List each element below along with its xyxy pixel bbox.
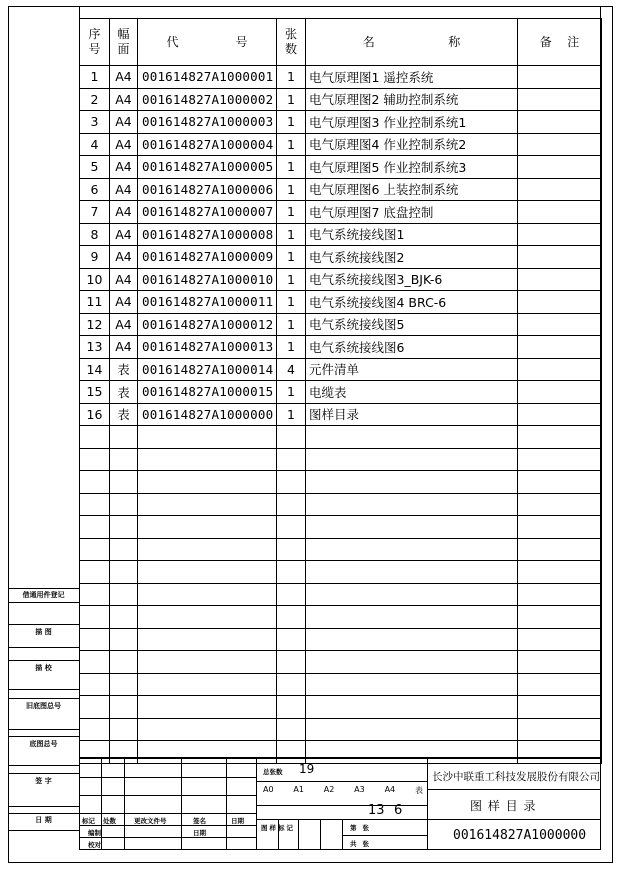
size-cell: A4 xyxy=(110,223,138,246)
remark-cell xyxy=(518,538,602,561)
count-cell: 1 xyxy=(277,246,306,269)
count-cell xyxy=(277,448,306,471)
name-cell xyxy=(306,426,518,449)
col-sign: 签名 xyxy=(193,817,206,825)
seq-cell: 12 xyxy=(80,313,110,336)
remark-cell xyxy=(518,381,602,404)
seq-cell xyxy=(80,583,110,606)
size-label: A4 xyxy=(384,785,396,794)
size-cell xyxy=(110,448,138,471)
checked-by-label: 校对 xyxy=(88,841,101,849)
count-cell xyxy=(277,583,306,606)
count-cell xyxy=(277,538,306,561)
remark-cell xyxy=(518,606,602,629)
table-body xyxy=(80,66,602,764)
code-cell xyxy=(138,493,277,516)
count-cell xyxy=(277,718,306,741)
header-count: 张数 xyxy=(277,19,306,66)
remark-cell xyxy=(518,246,602,269)
remark-cell xyxy=(518,156,602,179)
table-row xyxy=(80,696,602,719)
count-cell xyxy=(277,651,306,674)
stamp-trace: 描 图 xyxy=(8,624,79,639)
code-cell xyxy=(138,538,277,561)
seq-cell: 16 xyxy=(80,403,110,426)
name-cell xyxy=(306,493,518,516)
remark-cell xyxy=(518,403,602,426)
name-cell xyxy=(306,696,518,719)
name-cell: 电气原理图7 底盘控制 xyxy=(306,201,518,224)
total-label: 共张 xyxy=(350,840,375,848)
count-cell xyxy=(277,628,306,651)
size-cell: A4 xyxy=(110,66,138,89)
table-row xyxy=(80,403,602,426)
code-cell: 001614827A1000012 xyxy=(138,313,277,336)
name-cell: 元件清单 xyxy=(306,358,518,381)
table-row xyxy=(80,358,602,381)
remark-cell xyxy=(518,268,602,291)
name-cell: 电气系统接线图5 xyxy=(306,313,518,336)
code-cell xyxy=(138,696,277,719)
size-label: A1 xyxy=(293,785,304,794)
seq-cell: 9 xyxy=(80,246,110,269)
code-cell xyxy=(138,561,277,584)
table-count: 6 xyxy=(394,803,403,818)
size-cell xyxy=(110,651,138,674)
size-label: A3 xyxy=(354,785,365,794)
table-row xyxy=(80,223,602,246)
name-cell xyxy=(306,471,518,494)
code-cell: 001614827A1000005 xyxy=(138,156,277,179)
name-cell: 电气原理图3 作业控制系统1 xyxy=(306,111,518,134)
drawn-by-label: 编制 xyxy=(88,829,101,837)
table-row xyxy=(80,156,602,179)
seq-cell xyxy=(80,471,110,494)
table-row xyxy=(80,606,602,629)
total-sheets-label: 总张数 xyxy=(263,768,283,776)
name-cell xyxy=(306,606,518,629)
size-cell xyxy=(110,606,138,629)
stamp-divider xyxy=(8,729,79,730)
stamp-trace-check: 描 校 xyxy=(8,660,79,675)
name-cell: 电气系统接线图1 xyxy=(306,223,518,246)
seq-cell xyxy=(80,448,110,471)
count-cell xyxy=(277,696,306,719)
remark-cell xyxy=(518,313,602,336)
count-cell: 4 xyxy=(277,358,306,381)
count-cell xyxy=(277,493,306,516)
code-cell: 001614827A1000006 xyxy=(138,178,277,201)
col-change-doc: 更改文件号 xyxy=(134,817,167,825)
size-cell xyxy=(110,493,138,516)
code-cell: 001614827A1000009 xyxy=(138,246,277,269)
size-labels xyxy=(263,785,423,796)
count-cell xyxy=(277,606,306,629)
size-cell: 表 xyxy=(110,358,138,381)
seq-cell xyxy=(80,718,110,741)
count-cell: 1 xyxy=(277,66,306,89)
drawing-mark-label: 图样标记 xyxy=(261,824,295,832)
count-cell: 1 xyxy=(277,268,306,291)
name-cell: 电缆表 xyxy=(306,381,518,404)
stamp-signature: 签 字 xyxy=(8,773,79,788)
size-cell: A4 xyxy=(110,291,138,314)
seq-cell: 1 xyxy=(80,66,110,89)
table-row xyxy=(80,583,602,606)
name-cell: 电气原理图4 作业控制系统2 xyxy=(306,133,518,156)
seq-cell: 5 xyxy=(80,156,110,179)
table-row xyxy=(80,673,602,696)
name-cell: 电气系统接线图3_BJK-6 xyxy=(306,268,518,291)
count-cell: 1 xyxy=(277,403,306,426)
table-row xyxy=(80,246,602,269)
name-cell xyxy=(306,673,518,696)
name-cell xyxy=(306,718,518,741)
seq-cell: 6 xyxy=(80,178,110,201)
table-row xyxy=(80,493,602,516)
code-cell xyxy=(138,516,277,539)
remark-cell xyxy=(518,336,602,359)
col-mark: 标记 xyxy=(82,817,95,825)
count-cell: 1 xyxy=(277,201,306,224)
code-cell xyxy=(138,448,277,471)
remark-cell xyxy=(518,426,602,449)
name-cell: 电气原理图5 作业控制系统3 xyxy=(306,156,518,179)
header-seq: 序号 xyxy=(80,19,110,66)
sheet-label: 第张 xyxy=(350,824,375,832)
stamp-old-base-number: 旧底图总号 xyxy=(8,698,79,713)
size-cell xyxy=(110,718,138,741)
name-cell: 电气原理图2 辅助控制系统 xyxy=(306,88,518,111)
count-cell xyxy=(277,561,306,584)
size-cell: A4 xyxy=(110,111,138,134)
drawing-title: 图 样 目 录 xyxy=(470,799,537,813)
size-cell: A4 xyxy=(110,246,138,269)
title-block xyxy=(79,758,601,850)
remark-cell xyxy=(518,88,602,111)
name-cell: 电气系统接线图6 xyxy=(306,336,518,359)
seq-cell xyxy=(80,493,110,516)
remark-cell xyxy=(518,201,602,224)
name-cell xyxy=(306,516,518,539)
size-cell xyxy=(110,673,138,696)
table-row xyxy=(80,133,602,156)
count-cell: 1 xyxy=(277,133,306,156)
code-cell: 001614827A1000002 xyxy=(138,88,277,111)
count-cell xyxy=(277,471,306,494)
name-cell xyxy=(306,448,518,471)
size-cell: A4 xyxy=(110,88,138,111)
size-cell xyxy=(110,696,138,719)
size-label: A0 xyxy=(263,785,274,794)
size-cell: A4 xyxy=(110,133,138,156)
stamp-divider xyxy=(8,602,79,603)
seq-cell xyxy=(80,651,110,674)
name-cell: 图样目录 xyxy=(306,403,518,426)
header-name: 名 称 xyxy=(306,19,518,66)
seq-cell: 7 xyxy=(80,201,110,224)
remark-cell xyxy=(518,583,602,606)
table-row xyxy=(80,718,602,741)
seq-cell: 3 xyxy=(80,111,110,134)
name-cell xyxy=(306,628,518,651)
count-cell: 1 xyxy=(277,178,306,201)
remark-cell xyxy=(518,628,602,651)
col-date: 日期 xyxy=(231,817,244,825)
stamp-divider xyxy=(8,806,79,807)
name-cell xyxy=(306,583,518,606)
size-cell xyxy=(110,628,138,651)
name-cell: 电气系统接线图4 BRC-6 xyxy=(306,291,518,314)
code-cell: 001614827A1000000 xyxy=(138,403,277,426)
table-row xyxy=(80,471,602,494)
table-row xyxy=(80,561,602,584)
seq-cell: 11 xyxy=(80,291,110,314)
company-name: 长沙中联重工科技发展股份有限公司 xyxy=(432,771,600,783)
size-cell: 表 xyxy=(110,403,138,426)
code-cell: 001614827A1000014 xyxy=(138,358,277,381)
size-cell xyxy=(110,583,138,606)
table-row xyxy=(80,178,602,201)
code-cell: 001614827A1000001 xyxy=(138,66,277,89)
table-row xyxy=(80,111,602,134)
seq-cell: 10 xyxy=(80,268,110,291)
name-cell xyxy=(306,561,518,584)
name-cell xyxy=(306,651,518,674)
drawing-list-table xyxy=(79,18,602,764)
table-row xyxy=(80,291,602,314)
seq-cell xyxy=(80,516,110,539)
remark-cell xyxy=(518,133,602,156)
table-row xyxy=(80,381,602,404)
size-cell: A4 xyxy=(110,336,138,359)
size-cell xyxy=(110,516,138,539)
seq-cell xyxy=(80,538,110,561)
count-cell: 1 xyxy=(277,313,306,336)
table-row xyxy=(80,268,602,291)
count-cell xyxy=(277,516,306,539)
remark-cell xyxy=(518,561,602,584)
stamp-date: 日 期 xyxy=(8,813,79,826)
seq-cell xyxy=(80,561,110,584)
count-cell: 1 xyxy=(277,381,306,404)
code-cell xyxy=(138,718,277,741)
table-row xyxy=(80,651,602,674)
remark-cell xyxy=(518,516,602,539)
stamp-divider xyxy=(8,689,79,690)
header-remark: 备 注 xyxy=(518,19,602,66)
code-cell: 001614827A1000008 xyxy=(138,223,277,246)
size-cell xyxy=(110,538,138,561)
code-cell xyxy=(138,426,277,449)
size-cell: A4 xyxy=(110,201,138,224)
table-row xyxy=(80,336,602,359)
count-cell: 1 xyxy=(277,336,306,359)
table-row xyxy=(80,88,602,111)
size-cell: A4 xyxy=(110,156,138,179)
seq-cell xyxy=(80,628,110,651)
table-row xyxy=(80,426,602,449)
code-cell: 001614827A1000015 xyxy=(138,381,277,404)
size-cell: A4 xyxy=(110,268,138,291)
code-cell: 001614827A1000011 xyxy=(138,291,277,314)
code-cell xyxy=(138,583,277,606)
size-label: A2 xyxy=(323,785,335,794)
size-cell xyxy=(110,426,138,449)
name-cell: 电气原理图6 上装控制系统 xyxy=(306,178,518,201)
code-cell: 001614827A1000003 xyxy=(138,111,277,134)
stamp-divider xyxy=(8,647,79,648)
table-row xyxy=(80,448,602,471)
table-header-row xyxy=(80,19,602,66)
document-number: 001614827A1000000 xyxy=(453,828,587,843)
table-row xyxy=(80,313,602,336)
name-cell xyxy=(306,538,518,561)
stamp-base-number: 底图总号 xyxy=(8,736,79,751)
seq-cell: 13 xyxy=(80,336,110,359)
name-cell: 电气原理图1 遥控系统 xyxy=(306,66,518,89)
code-cell xyxy=(138,628,277,651)
count-cell: 1 xyxy=(277,156,306,179)
count-cell: 1 xyxy=(277,223,306,246)
remark-cell xyxy=(518,718,602,741)
seq-cell xyxy=(80,673,110,696)
size-label: 表 xyxy=(414,786,423,795)
col-qty: 处数 xyxy=(103,817,116,825)
remark-cell xyxy=(518,651,602,674)
stamp-divider xyxy=(8,765,79,766)
seq-cell: 4 xyxy=(80,133,110,156)
code-cell: 001614827A1000007 xyxy=(138,201,277,224)
table-row xyxy=(80,66,602,89)
table-row xyxy=(80,201,602,224)
size-cell: A4 xyxy=(110,313,138,336)
remark-cell xyxy=(518,493,602,516)
remark-cell xyxy=(518,291,602,314)
code-cell: 001614827A1000013 xyxy=(138,336,277,359)
count-cell xyxy=(277,426,306,449)
total-sheets-value: 19 xyxy=(299,762,315,776)
stamp-divider xyxy=(8,830,79,831)
table-row xyxy=(80,628,602,651)
seq-cell: 2 xyxy=(80,88,110,111)
count-cell: 1 xyxy=(277,111,306,134)
size-cell: 表 xyxy=(110,381,138,404)
remark-cell xyxy=(518,111,602,134)
remark-cell xyxy=(518,673,602,696)
seq-cell: 8 xyxy=(80,223,110,246)
code-cell: 001614827A1000004 xyxy=(138,133,277,156)
size-cell xyxy=(110,561,138,584)
code-cell xyxy=(138,471,277,494)
remark-cell xyxy=(518,223,602,246)
remark-cell xyxy=(518,448,602,471)
a4-count: 13 xyxy=(368,803,385,818)
size-cell xyxy=(110,471,138,494)
remark-cell xyxy=(518,66,602,89)
seq-cell: 15 xyxy=(80,381,110,404)
table-row xyxy=(80,516,602,539)
seq-cell: 14 xyxy=(80,358,110,381)
name-cell: 电气系统接线图2 xyxy=(306,246,518,269)
table-row xyxy=(80,538,602,561)
size-cell: A4 xyxy=(110,178,138,201)
code-cell xyxy=(138,606,277,629)
code-cell: 001614827A1000010 xyxy=(138,268,277,291)
seq-cell xyxy=(80,606,110,629)
count-cell: 1 xyxy=(277,88,306,111)
remark-cell xyxy=(518,178,602,201)
remark-cell xyxy=(518,471,602,494)
header-size: 幅面 xyxy=(110,19,138,66)
seq-cell xyxy=(80,696,110,719)
code-cell xyxy=(138,673,277,696)
remark-cell xyxy=(518,696,602,719)
code-cell xyxy=(138,651,277,674)
date-label: 日期 xyxy=(193,829,206,837)
remark-cell xyxy=(518,358,602,381)
stamp-borrow-register: 借通用件登记 xyxy=(22,591,65,599)
count-cell xyxy=(277,673,306,696)
count-cell: 1 xyxy=(277,291,306,314)
seq-cell xyxy=(80,426,110,449)
header-code: 代 号 xyxy=(138,19,277,66)
